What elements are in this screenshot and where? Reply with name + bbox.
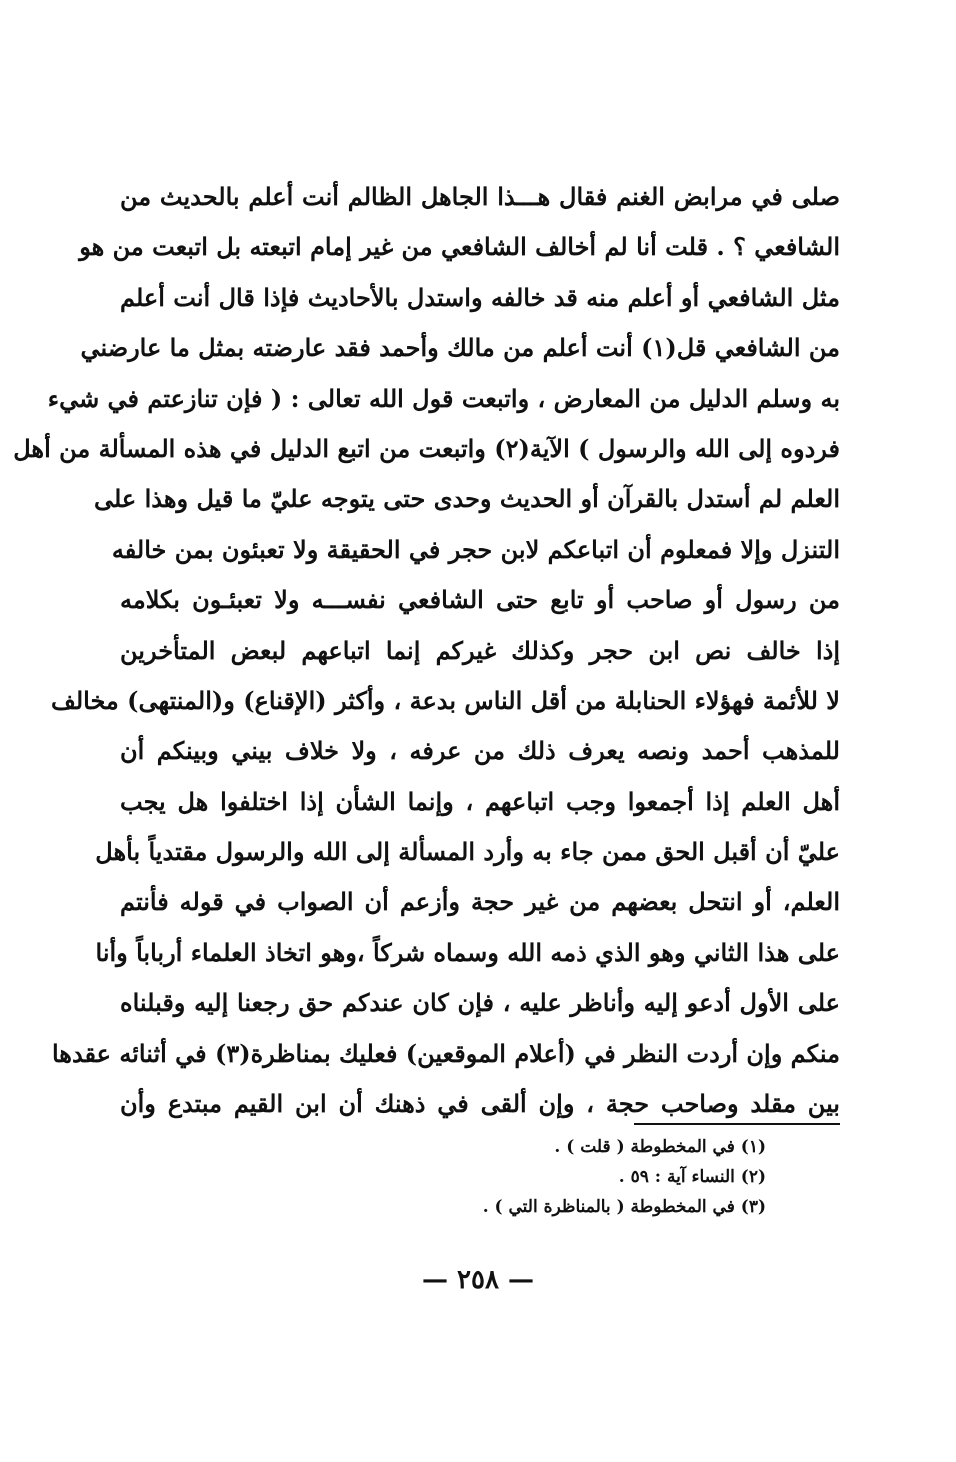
text-line: من رسول أو صاحب أو تابع حتى الشافعي نفســـه ولا تعبئـون بكلامه (120, 585, 840, 615)
footnotes (346, 1132, 766, 1222)
body-text (13, 172, 840, 1129)
text-line: من الشافعي قل(١) أنت أعلم من مالك وأحمد فقد عارضته بمثل ما عارضني (80, 333, 840, 363)
text-line: بين مقلد وصاحب حجة ، وإن ألقى في ذهنك أن ابن القيم مبتدع وأن (120, 1089, 840, 1119)
footnote-2: (٢) النساء آية : ٥٩ . (618, 1167, 766, 1187)
text-line: عليّ أن أقبل الحق ممن جاء به وأرد المسألة إلى الله والرسول مقتدياً بأهل (95, 837, 840, 867)
text-line: للمذهب أحمد ونصه يعرف ذلك من عرفه ، ولا خلاف بيني وبينكم أن (120, 736, 840, 766)
text-line: العلم، أو انتحل بعضهم من غير حجة وأزعم أن الصواب في قوله فأنتم (120, 887, 840, 917)
text-line: على هذا الثاني وهو الذي ذمه الله وسماه شركاً ،وهو اتخاذ العلماء أرباباً وأنا (95, 937, 840, 967)
text-line: التنزل وإلا فمعلوم أن اتباعكم لابن حجر في الحقيقة ولا تعبئون بمن خالفه (111, 534, 840, 564)
footnote-3: (٣) في المخطوطة ( بالمناظرة التي ) . (482, 1197, 766, 1217)
text-line: منكم وإن أردت النظر في (أعلام الموقعين) فعليك بمناظرة(٣) في أثنائه عقدها (51, 1038, 840, 1068)
text-line: مثل الشافعي أو أعلم منه قد خالفه واستدل بالأحاديث فإذا قال أنت أعلم (120, 282, 840, 312)
footnote-1: (١) في المخطوطة ( قلت ) . (554, 1137, 766, 1157)
text-line: العلم لم أستدل بالقرآن أو الحديث وحدى حتى يتوجه عليّ ما قيل وهذا على (93, 484, 840, 514)
text-line: صلى في مرابض الغنم فقال هـــذا الجاهل الظالم أنت أعلم بالحديث من (120, 182, 840, 211)
page-number: — ٢٥٨ — (421, 1265, 535, 1295)
footnote-divider (634, 1123, 840, 1125)
text-line: إذا خالف نص ابن حجر وكذلك غيركم إنما اتباعهم لبعض المتأخرين (120, 635, 840, 665)
text-line: على الأول أدعو إليه وأناظر عليه ، فإن كان عندكم حق رجعنا إليه وقبلناه (120, 988, 840, 1018)
text-line: لا للأئمة فهؤلاء الحنابلة من أقل الناس بدعة ، وأكثر (الإقناع) و(المنتهى) مخالف (50, 685, 840, 715)
text-line: الشافعي ؟ . قلت أنا لم أخالف الشافعي من غير إمام اتبعته بل اتبعت من هو (79, 232, 840, 262)
text-line: أهل العلم إذا أجمعوا وجب اتباعهم ، وإنما الشأن إذا اختلفوا هل يجب (120, 786, 840, 816)
text-line: به وسلم الدليل من المعارض ، واتبعت قول الله تعالى : ( فإن تنازعتم في شيء (47, 383, 840, 413)
text-line: فردوه إلى الله والرسول ) الآية(٢) واتبعت من اتبع الدليل في هذه المسألة من أهل (13, 433, 840, 463)
